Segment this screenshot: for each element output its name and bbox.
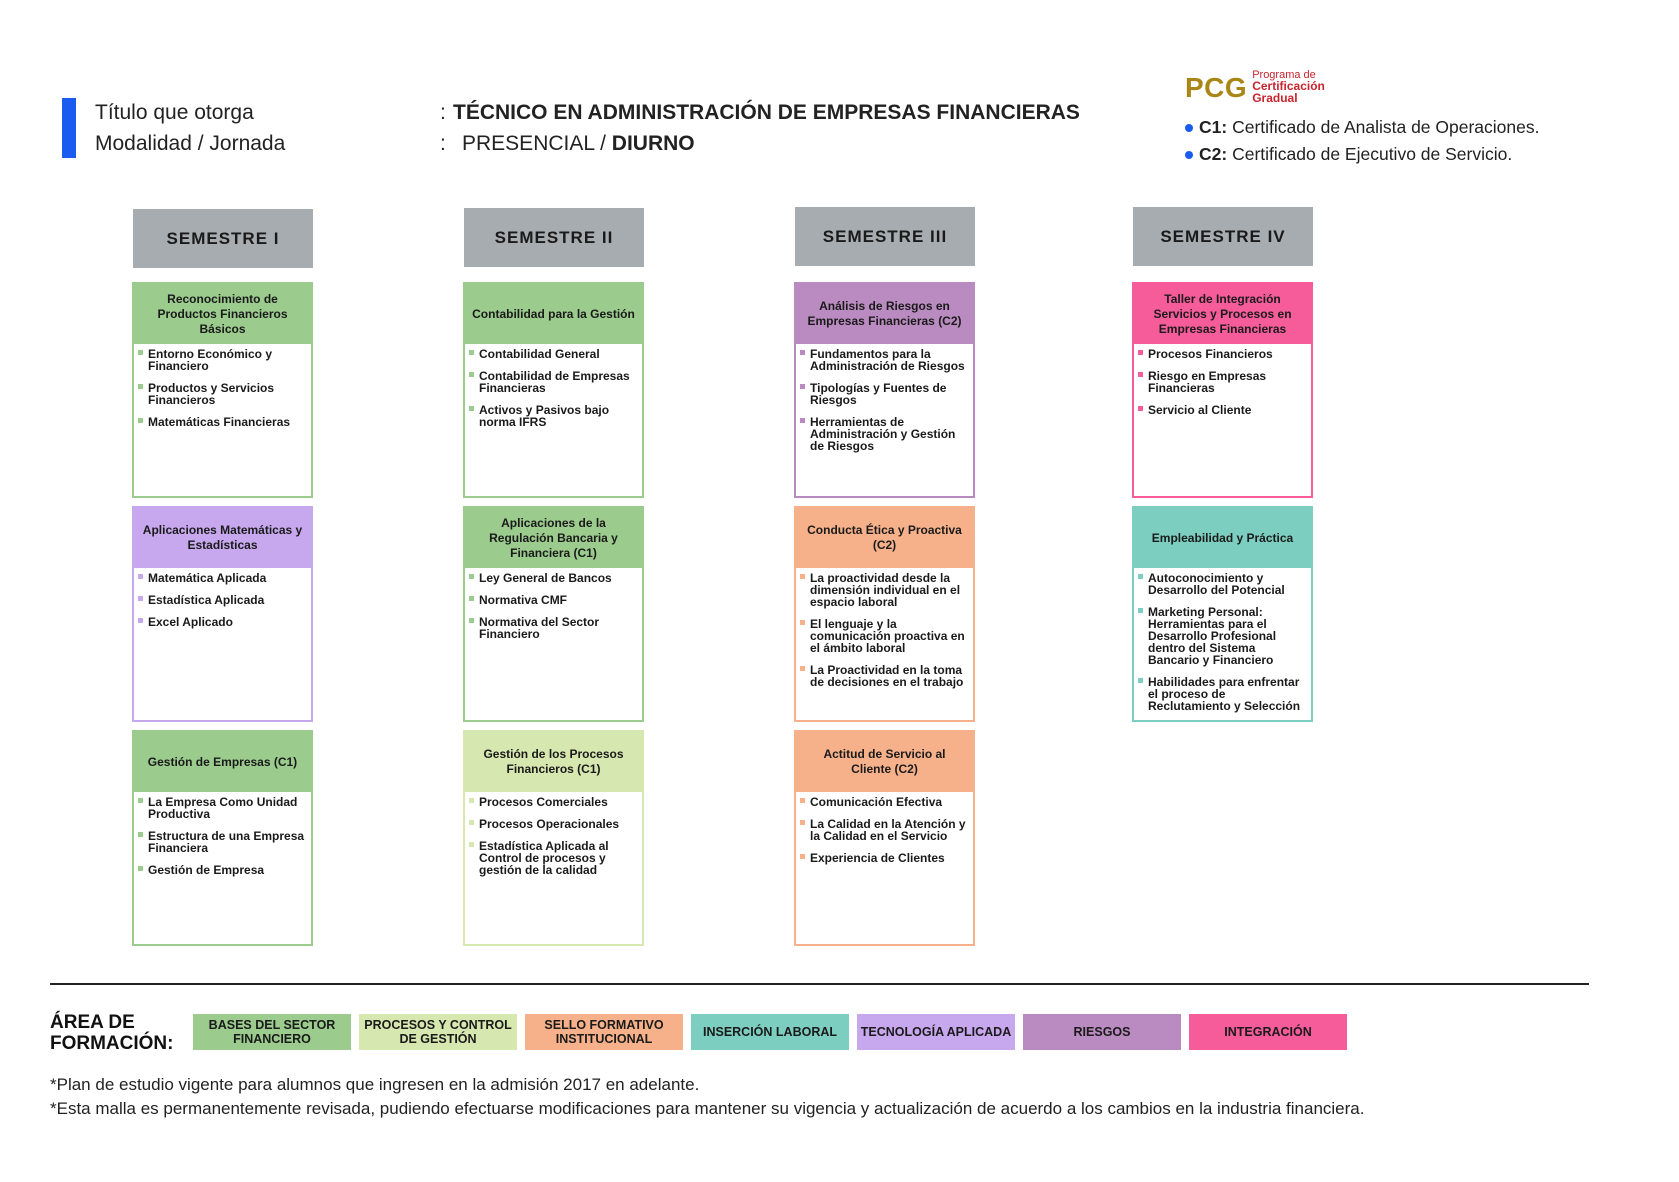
- cert-c2-text: Certificado de Ejecutivo de Servicio.: [1232, 144, 1513, 164]
- course-title: Taller de Integración Servicios y Procesos en Empresas Financieras: [1134, 284, 1311, 344]
- semester-1-header: SEMESTRE I: [133, 209, 313, 268]
- course-item: Gestión de Empresa: [144, 864, 307, 876]
- cert-c1: [1185, 117, 1539, 138]
- course-item: Marketing Personal: Herramientas para el Desarrollo Profesional dentro del Sistema Bancario y Financiero: [1144, 606, 1307, 666]
- course-item: La Proactividad en la toma de decisiones en el trabajo: [806, 664, 969, 688]
- bullet-square-icon: [138, 574, 143, 579]
- course-card: [794, 506, 975, 722]
- course-title: Gestión de Empresas (C1): [134, 732, 311, 792]
- modality-colon: :: [440, 132, 446, 155]
- area-title-line1: ÁREA DE: [50, 1012, 135, 1033]
- modality-prefix: PRESENCIAL /: [462, 132, 606, 155]
- course-item: Matemática Aplicada: [144, 572, 307, 584]
- bullet-square-icon: [469, 820, 474, 825]
- cert-c2: [1185, 144, 1512, 165]
- course-item: Tipologías y Fuentes de Riesgos: [806, 382, 969, 406]
- course-item: Comunicación Efectiva: [806, 796, 969, 808]
- pcg-mark: PCG: [1185, 71, 1248, 103]
- course-item: Estadística Aplicada al Control de procesos y gestión de la calidad: [475, 840, 638, 876]
- course-title: Análisis de Riesgos en Empresas Financieras (C2): [796, 284, 973, 344]
- course-item: La proactividad desde la dimensión individual en el espacio laboral: [806, 572, 969, 608]
- course-item: Experiencia de Clientes: [806, 852, 969, 864]
- area-title-line2: FORMACIÓN:: [50, 1033, 174, 1054]
- bullet-square-icon: [1138, 574, 1143, 579]
- course-items: [134, 344, 311, 428]
- course-card: [1132, 506, 1313, 722]
- course-items: [134, 792, 311, 876]
- course-item: Riesgo en Empresas Financieras: [1144, 370, 1307, 394]
- bullet-square-icon: [469, 596, 474, 601]
- cert-c1-code: C1:: [1199, 117, 1228, 137]
- course-items: [796, 792, 973, 864]
- bullet-square-icon: [469, 618, 474, 623]
- semester-2-header: SEMESTRE II: [464, 208, 644, 267]
- bullet-square-icon: [469, 842, 474, 847]
- semester-3-header: SEMESTRE III: [795, 207, 975, 266]
- course-card: [463, 730, 644, 946]
- course-item: Autoconocimiento y Desarrollo del Potencial: [1144, 572, 1307, 596]
- course-items: [1134, 344, 1311, 416]
- modality-label: Modalidad / Jornada: [95, 132, 286, 155]
- legend-bases: BASES DEL SECTOR FINANCIERO: [193, 1014, 351, 1050]
- bullet-square-icon: [800, 574, 805, 579]
- footnote-1: *Plan de estudio vigente para alumnos que ingresen en la admisión 2017 en adelante.: [50, 1075, 700, 1094]
- degree-title: TÉCNICO EN ADMINISTRACIÓN DE EMPRESAS FINANCIERAS: [453, 101, 1080, 124]
- divider: [50, 983, 1589, 985]
- course-item: Excel Aplicado: [144, 616, 307, 628]
- pcg-line2: Certificación: [1252, 79, 1325, 93]
- bullet-square-icon: [1138, 608, 1143, 613]
- bullet-square-icon: [469, 350, 474, 355]
- semester-4-header: SEMESTRE IV: [1133, 207, 1313, 266]
- course-title: Empleabilidad y Práctica: [1134, 508, 1311, 568]
- course-items: [465, 344, 642, 428]
- bullet-square-icon: [1138, 372, 1143, 377]
- bullet-square-icon: [138, 384, 143, 389]
- course-items: [465, 792, 642, 876]
- course-item: Estadística Aplicada: [144, 594, 307, 606]
- course-title: Gestión de los Procesos Financieros (C1): [465, 732, 642, 792]
- pcg-logo-text: [1252, 70, 1325, 105]
- bullet-square-icon: [138, 350, 143, 355]
- bullet-square-icon: [1138, 406, 1143, 411]
- legend-riesgos: RIESGOS: [1023, 1014, 1181, 1050]
- bullet-square-icon: [138, 832, 143, 837]
- course-card: [794, 730, 975, 946]
- course-item: Ley General de Bancos: [475, 572, 638, 584]
- bullet-square-icon: [1138, 350, 1143, 355]
- bullet-square-icon: [800, 384, 805, 389]
- course-card: [132, 282, 313, 498]
- legend-insercion: INSERCIÓN LABORAL: [691, 1014, 849, 1050]
- course-item: Productos y Servicios Financieros: [144, 382, 307, 406]
- title-colon: :: [440, 101, 446, 124]
- course-item: Procesos Financieros: [1144, 348, 1307, 360]
- bullet-square-icon: [138, 798, 143, 803]
- legend-sello: SELLO FORMATIVO INSTITUCIONAL: [525, 1014, 683, 1050]
- course-item: Entorno Económico y Financiero: [144, 348, 307, 372]
- course-item: Normativa del Sector Financiero: [475, 616, 638, 640]
- course-item: Servicio al Cliente: [1144, 404, 1307, 416]
- course-title: Aplicaciones Matemáticas y Estadísticas: [134, 508, 311, 568]
- bullet-square-icon: [1138, 678, 1143, 683]
- course-title: Aplicaciones de la Regulación Bancaria y Financiera (C1): [465, 508, 642, 568]
- bullet-square-icon: [138, 418, 143, 423]
- course-card: [1132, 282, 1313, 498]
- bullet-dot-icon: [1185, 124, 1193, 132]
- bullet-square-icon: [800, 820, 805, 825]
- course-item: El lenguaje y la comunicación proactiva en el ámbito laboral: [806, 618, 969, 654]
- title-label: Título que otorga: [95, 101, 254, 124]
- bullet-square-icon: [800, 418, 805, 423]
- footnote-2: *Esta malla es permanentemente revisada, pudiendo efectuarse modificaciones para mantener su vigencia y actualización de acuerdo a los cambios en la industria financiera.: [50, 1099, 1365, 1118]
- bullet-square-icon: [800, 350, 805, 355]
- cert-c2-code: C2:: [1199, 144, 1228, 164]
- legend-tecnologia: TECNOLOGÍA APLICADA: [857, 1014, 1015, 1050]
- pcg-logo: [1185, 70, 1325, 105]
- course-item: La Empresa Como Unidad Productiva: [144, 796, 307, 820]
- course-item: Herramientas de Administración y Gestión de Riesgos: [806, 416, 969, 452]
- bullet-square-icon: [800, 854, 805, 859]
- pcg-line3: Gradual: [1252, 91, 1298, 105]
- bullet-square-icon: [800, 666, 805, 671]
- bullet-square-icon: [138, 596, 143, 601]
- course-card: [132, 506, 313, 722]
- course-item: Procesos Operacionales: [475, 818, 638, 830]
- bullet-square-icon: [800, 620, 805, 625]
- modality-value: [462, 132, 695, 156]
- header-accent-bar: [62, 98, 76, 158]
- course-card: [794, 282, 975, 498]
- course-card: [132, 730, 313, 946]
- area-title: [50, 1012, 173, 1054]
- course-card: [463, 282, 644, 498]
- course-items: [134, 568, 311, 628]
- course-items: [796, 344, 973, 452]
- course-item: La Calidad en la Atención y la Calidad en el Servicio: [806, 818, 969, 842]
- bullet-square-icon: [469, 372, 474, 377]
- course-item: Estructura de una Empresa Financiera: [144, 830, 307, 854]
- modality-bold: DIURNO: [611, 132, 695, 155]
- course-title: Contabilidad para la Gestión: [465, 284, 642, 344]
- bullet-square-icon: [138, 866, 143, 871]
- course-item: Contabilidad de Empresas Financieras: [475, 370, 638, 394]
- course-card: [463, 506, 644, 722]
- cert-c1-text: Certificado de Analista de Operaciones.: [1232, 117, 1540, 137]
- legend-procesos: PROCESOS Y CONTROL DE GESTIÓN: [359, 1014, 517, 1050]
- course-item: Contabilidad General: [475, 348, 638, 360]
- course-item: Fundamentos para la Administración de Riesgos: [806, 348, 969, 372]
- course-items: [465, 568, 642, 640]
- course-item: Normativa CMF: [475, 594, 638, 606]
- bullet-square-icon: [469, 574, 474, 579]
- course-item: Activos y Pasivos bajo norma IFRS: [475, 404, 638, 428]
- bullet-dot-icon: [1185, 151, 1193, 159]
- course-item: Procesos Comerciales: [475, 796, 638, 808]
- pcg-line1: Programa de: [1252, 69, 1316, 81]
- course-item: Habilidades para enfrentar el proceso de Reclutamiento y Selección: [1144, 676, 1307, 712]
- bullet-square-icon: [800, 798, 805, 803]
- course-item: Matemáticas Financieras: [144, 416, 307, 428]
- bullet-square-icon: [469, 406, 474, 411]
- course-title: Conducta Ética y Proactiva (C2): [796, 508, 973, 568]
- course-title: Reconocimiento de Productos Financieros Básicos: [134, 284, 311, 344]
- bullet-square-icon: [138, 618, 143, 623]
- course-items: [1134, 568, 1311, 712]
- course-items: [796, 568, 973, 688]
- legend-integracion: INTEGRACIÓN: [1189, 1014, 1347, 1050]
- course-title: Actitud de Servicio al Cliente (C2): [796, 732, 973, 792]
- bullet-square-icon: [469, 798, 474, 803]
